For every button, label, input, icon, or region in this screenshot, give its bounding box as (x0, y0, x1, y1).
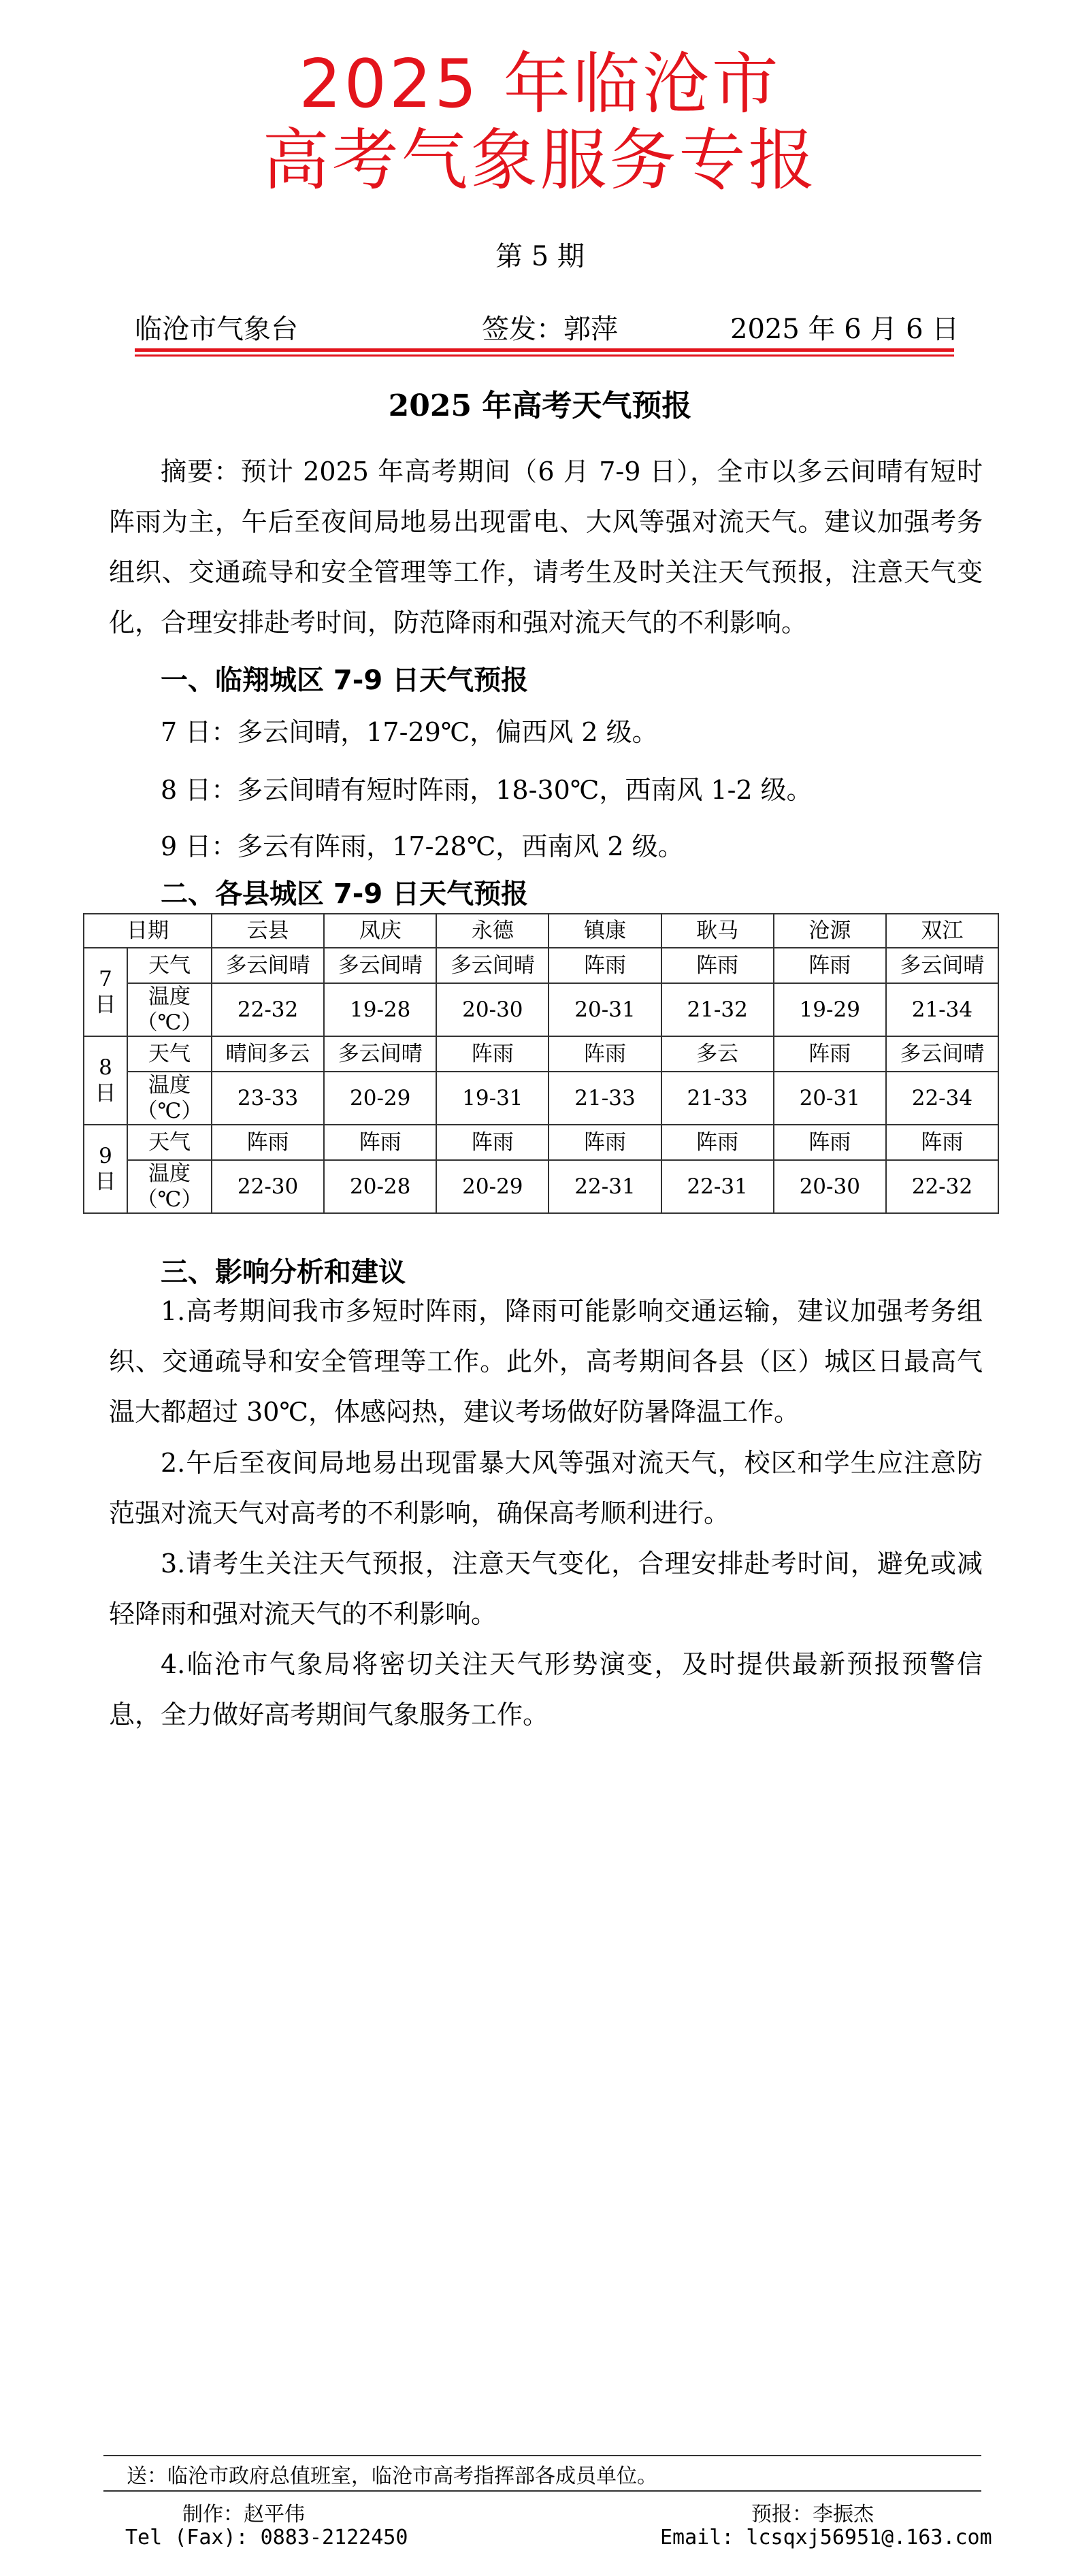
table-row-temperature (84, 983, 998, 1036)
forecast-line-day7: 7 日：多云间晴，17-29℃，偏西风 2 级。 (161, 717, 658, 747)
weather-cell: 阵雨 (661, 948, 774, 983)
temperature-cell: 20-29 (324, 1072, 436, 1125)
county-header: 云县 (212, 914, 324, 948)
document-title: 2025 年高考天气预报 (388, 389, 692, 423)
advice-paragraph-1: 1.高考期间我市多短时阵雨，降雨可能影响交通运输，建议加强考务组织、交通疏导和安全管理等工作。此外，高考期间各县（区）城区日最高气温大都超过 30℃，体感闷热，建议考场做好防暑降温工作。 (109, 1296, 983, 1427)
temperature-cell: 22-34 (886, 1072, 998, 1125)
weather-cell: 阵雨 (661, 1125, 774, 1160)
temperature-cell: 20-29 (436, 1160, 549, 1213)
weather-cell: 多云间晴 (324, 948, 436, 983)
forecast-line-day8: 8 日：多云间晴有短时阵雨，18-30℃，西南风 1-2 级。 (161, 775, 813, 805)
date-column-header: 日期 (84, 914, 212, 948)
temperature-cell: 20-30 (774, 1160, 886, 1213)
section1-heading: 一、临翔城区 7-9 日天气预报 (161, 665, 529, 696)
temperature-cell: 20-28 (324, 1160, 436, 1213)
weather-cell: 阵雨 (212, 1125, 324, 1160)
weather-cell: 阵雨 (324, 1125, 436, 1160)
table-row-weather (84, 1125, 998, 1160)
temperature-cell: 19-31 (436, 1072, 549, 1125)
advice-paragraph-4: 4.临沧市气象局将密切关注天气形势演变，及时提供最新预报预警信息，全力做好高考期间气象服务工作。 (109, 1649, 983, 1730)
temperature-cell: 21-32 (661, 983, 774, 1036)
table-row-temperature (84, 1072, 998, 1125)
section3-heading: 三、影响分析和建议 (161, 1257, 406, 1288)
weather-cell: 阵雨 (549, 948, 661, 983)
weather-cell: 阵雨 (436, 1036, 549, 1072)
county-header: 耿马 (661, 914, 774, 948)
footer-tel: Tel (Fax): 0883-2122450 (125, 2526, 408, 2549)
weather-cell: 晴间多云 (212, 1036, 324, 1072)
weather-cell: 多云间晴 (212, 948, 324, 983)
footer-email: Email: lcsqxj56951@.163.com (660, 2526, 992, 2549)
weather-cell: 多云间晴 (324, 1036, 436, 1072)
temperature-cell: 20-31 (774, 1072, 886, 1125)
row-label-weather: 天气 (127, 948, 212, 983)
issue-date: 2025 年 6 月 6 日 (730, 314, 960, 345)
weather-cell: 阵雨 (886, 1125, 998, 1160)
weather-cell: 阵雨 (774, 1125, 886, 1160)
county-header: 凤庆 (324, 914, 436, 948)
table-row-weather (84, 1036, 998, 1072)
temperature-cell: 22-32 (212, 983, 324, 1036)
temperature-cell: 19-28 (324, 983, 436, 1036)
county-header: 双江 (886, 914, 998, 948)
temperature-cell: 21-33 (549, 1072, 661, 1125)
table-header-row (84, 914, 998, 948)
forecast-line-day9: 9 日：多云有阵雨，17-28℃，西南风 2 级。 (161, 831, 684, 861)
footer-producer: 制作：赵平伟 (182, 2503, 305, 2526)
table-row-temperature (84, 1160, 998, 1213)
weather-cell: 多云 (661, 1036, 774, 1072)
report-title-line1: 2025 年临沧市 (299, 46, 781, 123)
county-header: 镇康 (549, 914, 661, 948)
day-label-cell: 8日 (84, 1036, 127, 1125)
footer-divider-top (103, 2455, 981, 2456)
weather-cell: 阵雨 (549, 1125, 661, 1160)
row-label-weather: 天气 (127, 1036, 212, 1072)
temperature-cell: 21-33 (661, 1072, 774, 1125)
row-label-weather: 天气 (127, 1125, 212, 1160)
weather-cell: 阵雨 (549, 1036, 661, 1072)
weather-cell: 多云间晴 (886, 1036, 998, 1072)
temperature-cell: 19-29 (774, 983, 886, 1036)
section2-heading: 二、各县城区 7-9 日天气预报 (161, 878, 529, 910)
row-label-temperature: 温度（℃） (127, 1072, 212, 1125)
temperature-cell: 22-32 (886, 1160, 998, 1213)
report-title-line2: 高考气象服务专报 (262, 122, 818, 199)
row-label-temperature: 温度（℃） (127, 1160, 212, 1213)
temperature-cell: 22-30 (212, 1160, 324, 1213)
advice-paragraph-2: 2.午后至夜间局地易出现雷暴大风等强对流天气，校区和学生应注意防范强对流天气对高考的不利影响，确保高考顺利进行。 (109, 1448, 983, 1528)
county-header: 沧源 (774, 914, 886, 948)
row-label-temperature: 温度（℃） (127, 983, 212, 1036)
footer-forecaster: 预报：李振杰 (751, 2503, 874, 2526)
county-forecast-table (83, 913, 999, 1214)
footer-divider-bottom (103, 2490, 981, 2492)
issue-number: 第 5 期 (495, 241, 585, 272)
temperature-cell: 20-30 (436, 983, 549, 1036)
weather-cell: 多云间晴 (436, 948, 549, 983)
table-row-weather (84, 948, 998, 983)
temperature-cell: 22-31 (549, 1160, 661, 1213)
header-divider-thick (135, 348, 954, 352)
weather-cell: 阵雨 (774, 1036, 886, 1072)
temperature-cell: 21-34 (886, 983, 998, 1036)
summary-paragraph: 摘要：预计 2025 年高考期间（6 月 7-9 日），全市以多云间晴有短时阵雨为主，午后至夜间局地易出现雷电、大风等强对流天气。建议加强考务组织、交通疏导和安全管理等工作，请考生及时关注天气预报，注意天气变化，合理安排赴考时间，防范降雨和强对流天气的不利影响。 (109, 457, 983, 638)
signer: 签发：郭萍 (482, 314, 618, 345)
county-header: 永德 (436, 914, 549, 948)
weather-cell: 阵雨 (774, 948, 886, 983)
weather-cell: 多云间晴 (886, 948, 998, 983)
temperature-cell: 22-31 (661, 1160, 774, 1213)
day-label-cell: 9日 (84, 1125, 127, 1213)
temperature-cell: 23-33 (212, 1072, 324, 1125)
header-divider-thin (135, 354, 954, 357)
advice-paragraph-3: 3.请考生关注天气预报，注意天气变化，合理安排赴考时间，避免或减轻降雨和强对流天气的不利影响。 (109, 1549, 983, 1629)
day-label-cell: 7日 (84, 948, 127, 1036)
footer-recipients: 送：临沧市政府总值班室，临沧市高考指挥部各成员单位。 (127, 2464, 657, 2488)
weather-cell: 阵雨 (436, 1125, 549, 1160)
temperature-cell: 20-31 (549, 983, 661, 1036)
issuing-unit: 临沧市气象台 (135, 314, 298, 345)
